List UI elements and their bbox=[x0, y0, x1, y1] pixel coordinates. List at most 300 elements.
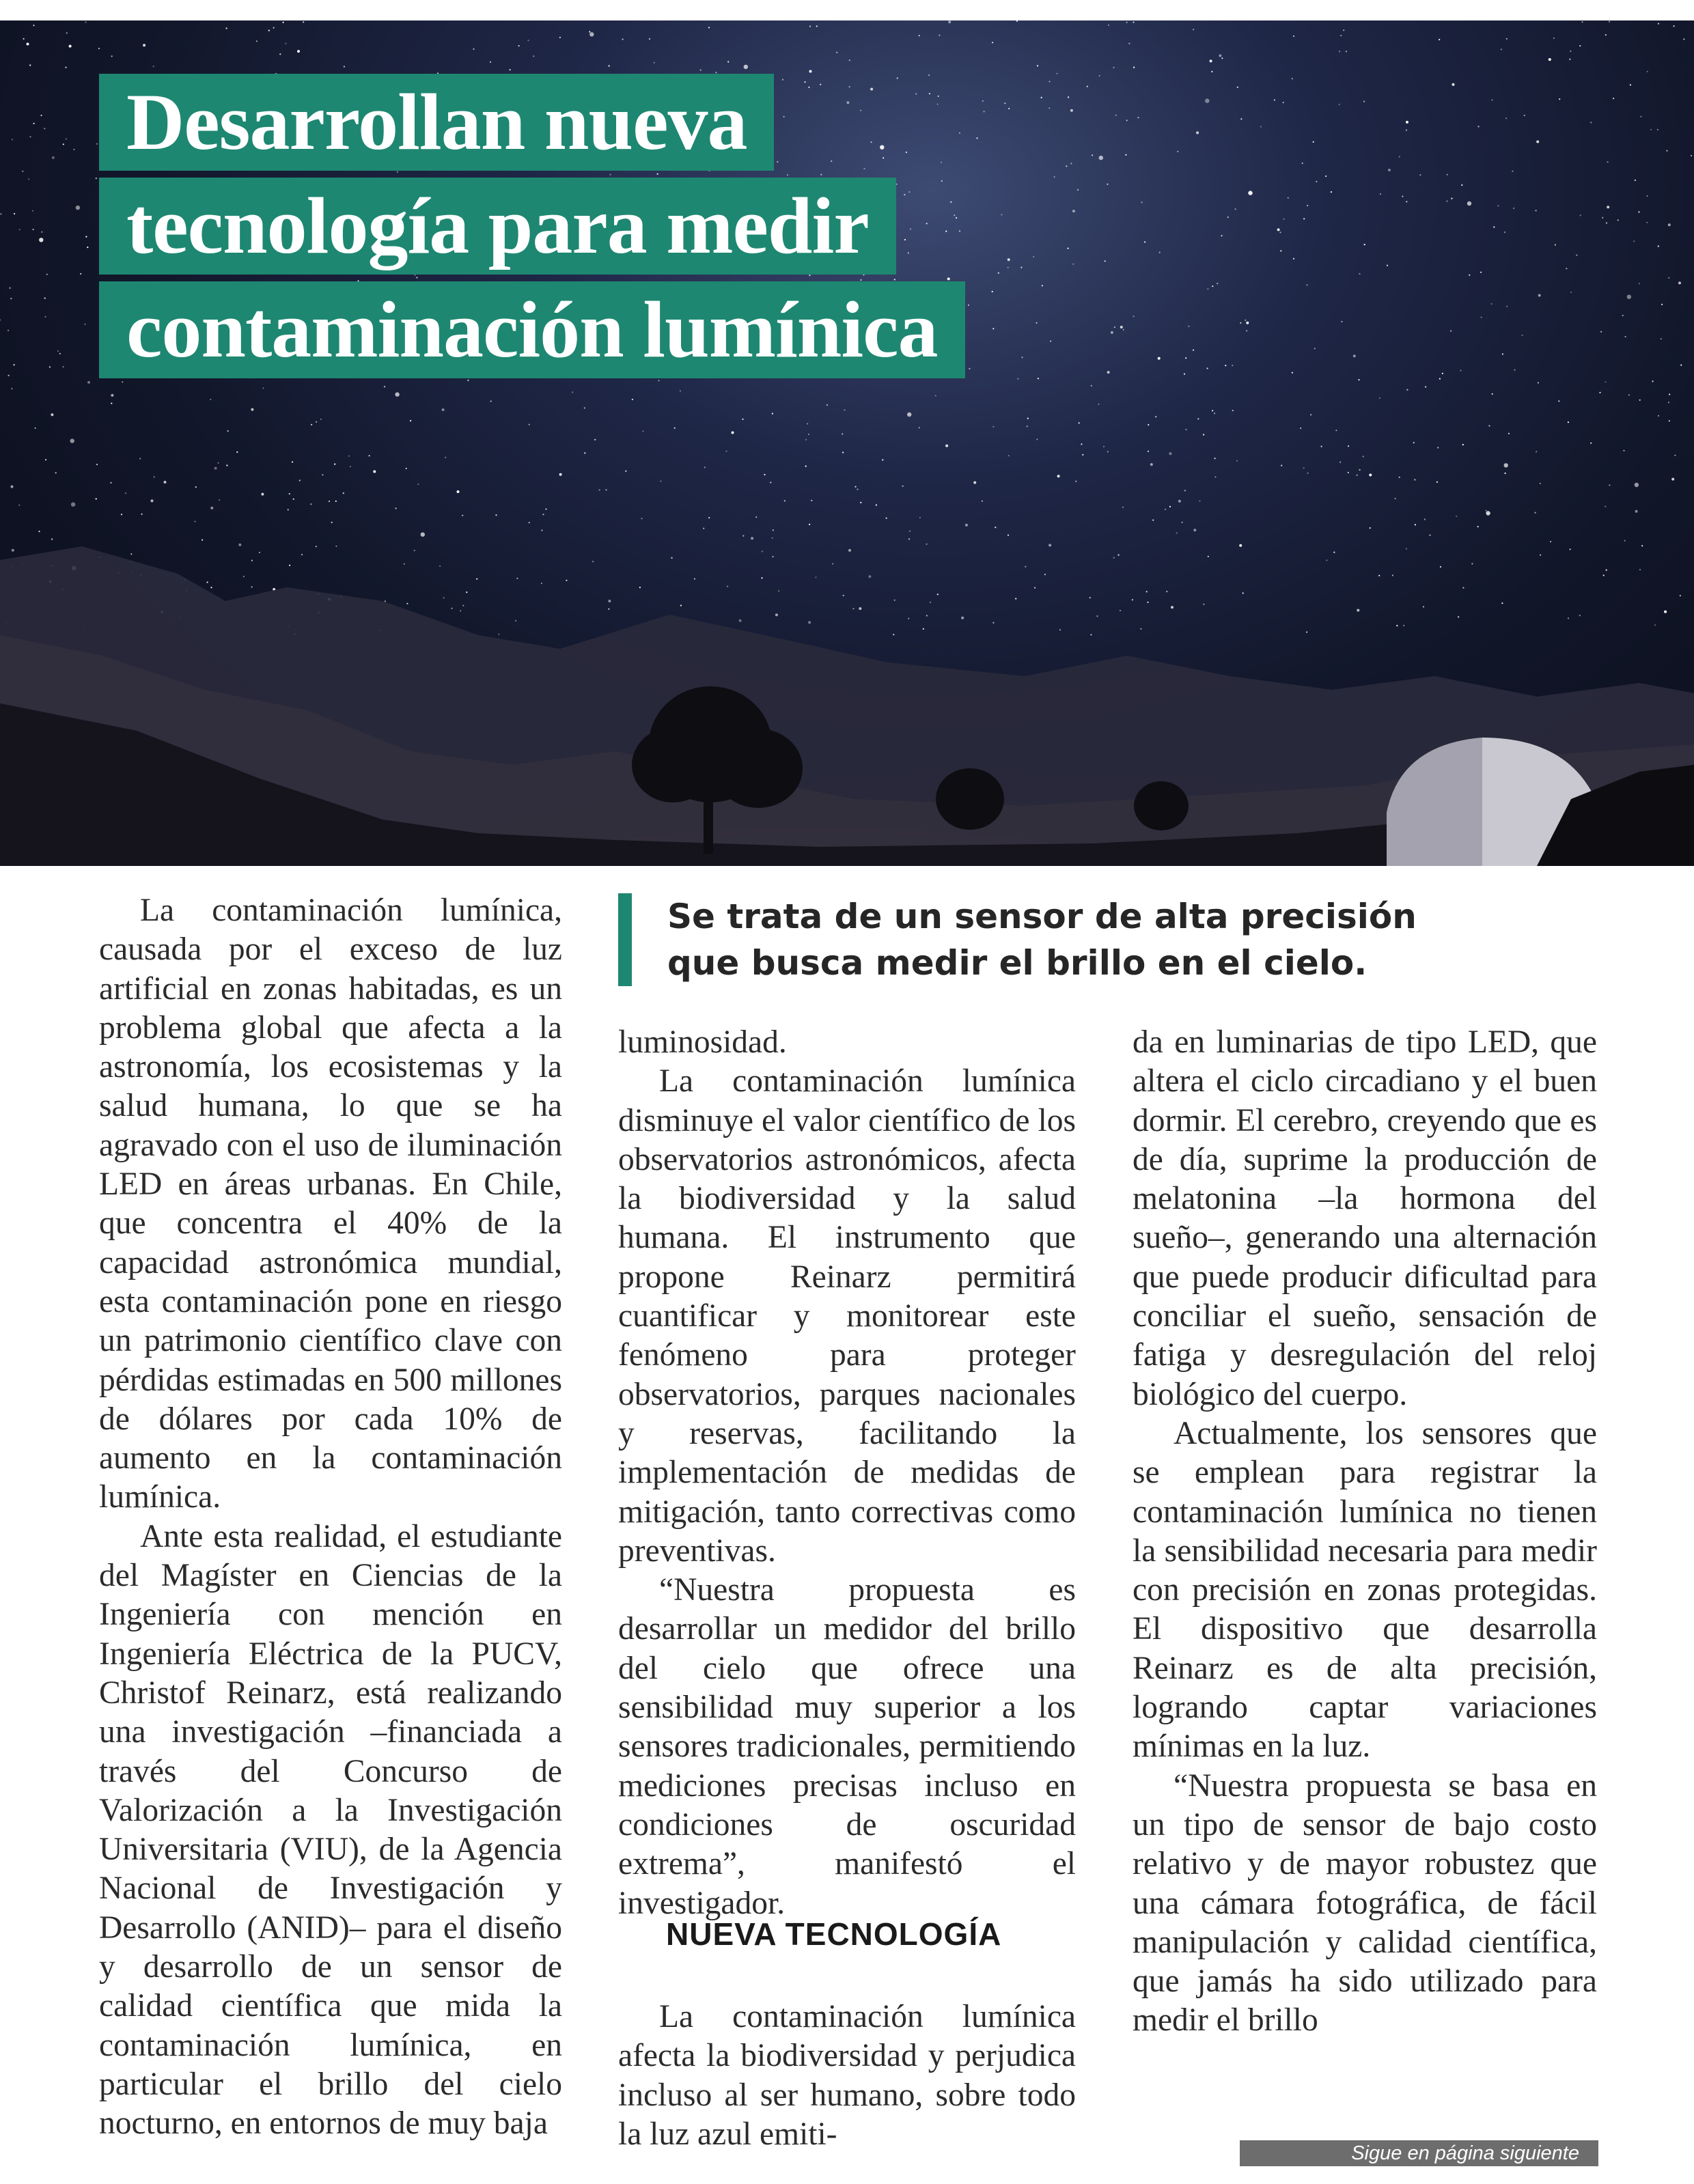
star bbox=[1359, 273, 1360, 275]
star bbox=[809, 524, 810, 525]
star bbox=[671, 557, 672, 559]
star bbox=[1469, 275, 1470, 276]
star bbox=[1033, 256, 1034, 257]
star bbox=[1184, 374, 1185, 375]
star bbox=[772, 537, 773, 539]
star bbox=[1380, 193, 1381, 195]
star bbox=[807, 423, 808, 424]
star bbox=[52, 156, 55, 159]
star bbox=[1654, 624, 1656, 626]
star bbox=[1613, 98, 1614, 99]
star bbox=[18, 505, 20, 506]
star bbox=[44, 128, 45, 129]
star bbox=[1664, 611, 1667, 613]
star bbox=[784, 500, 786, 501]
star bbox=[1535, 512, 1536, 514]
star bbox=[1017, 378, 1018, 380]
star bbox=[708, 27, 710, 28]
star bbox=[808, 434, 809, 435]
star bbox=[63, 143, 64, 145]
star bbox=[1232, 410, 1234, 411]
star bbox=[256, 40, 258, 42]
star bbox=[1279, 232, 1281, 233]
star bbox=[1650, 129, 1652, 130]
continue-next-page-link[interactable]: Sigue en página siguiente bbox=[1240, 2140, 1598, 2166]
star bbox=[857, 488, 858, 490]
star bbox=[622, 38, 624, 40]
star bbox=[882, 459, 883, 460]
star bbox=[1506, 306, 1508, 307]
star bbox=[350, 466, 351, 467]
star bbox=[809, 70, 812, 73]
star bbox=[1169, 506, 1171, 507]
star bbox=[1339, 462, 1341, 463]
star bbox=[1623, 450, 1624, 451]
star bbox=[1402, 196, 1403, 197]
star bbox=[1658, 23, 1659, 25]
star bbox=[998, 272, 999, 274]
star bbox=[96, 498, 97, 499]
star bbox=[816, 25, 818, 27]
star bbox=[1419, 174, 1421, 176]
star bbox=[609, 65, 610, 66]
star bbox=[832, 563, 833, 565]
star bbox=[992, 42, 993, 43]
star bbox=[164, 481, 167, 484]
star bbox=[38, 531, 40, 532]
star bbox=[1387, 265, 1388, 266]
star bbox=[1103, 446, 1105, 447]
star bbox=[210, 507, 213, 509]
star bbox=[1477, 526, 1479, 527]
star bbox=[772, 413, 773, 415]
star bbox=[1576, 255, 1577, 256]
star bbox=[71, 503, 75, 507]
star bbox=[1481, 317, 1482, 318]
star bbox=[1044, 574, 1046, 575]
star bbox=[10, 298, 12, 299]
star bbox=[1214, 458, 1216, 459]
star bbox=[1633, 240, 1635, 242]
star bbox=[1363, 101, 1365, 102]
star bbox=[76, 206, 80, 210]
star bbox=[1658, 415, 1659, 417]
star bbox=[641, 518, 642, 519]
star bbox=[1292, 372, 1293, 374]
star bbox=[1439, 378, 1441, 380]
star bbox=[219, 499, 220, 501]
star bbox=[805, 466, 807, 467]
star bbox=[57, 350, 59, 352]
star bbox=[384, 386, 385, 387]
star bbox=[1056, 73, 1057, 74]
star bbox=[288, 509, 289, 510]
star bbox=[566, 580, 567, 581]
star bbox=[111, 55, 113, 57]
star bbox=[1188, 326, 1189, 327]
star bbox=[1165, 509, 1166, 510]
star bbox=[1486, 510, 1487, 512]
star bbox=[1025, 566, 1026, 568]
star bbox=[495, 514, 497, 516]
star bbox=[1235, 208, 1236, 210]
star bbox=[674, 428, 676, 429]
star bbox=[533, 55, 534, 57]
star bbox=[301, 554, 303, 555]
star bbox=[886, 518, 887, 519]
star bbox=[417, 484, 419, 485]
star bbox=[12, 139, 13, 140]
headline bbox=[99, 74, 965, 385]
star bbox=[1246, 322, 1249, 324]
star bbox=[1353, 354, 1356, 357]
star bbox=[1182, 522, 1183, 523]
star bbox=[1123, 329, 1124, 331]
star bbox=[331, 522, 333, 523]
star bbox=[1077, 189, 1079, 191]
star bbox=[842, 451, 844, 453]
star bbox=[1488, 425, 1490, 426]
star bbox=[343, 492, 344, 494]
star bbox=[310, 503, 311, 505]
star bbox=[529, 424, 530, 425]
star bbox=[238, 544, 241, 546]
star bbox=[592, 561, 594, 562]
star bbox=[87, 247, 88, 248]
star bbox=[919, 35, 920, 36]
star bbox=[311, 424, 312, 425]
star bbox=[755, 516, 757, 518]
column-3 bbox=[1133, 1023, 1597, 2041]
star bbox=[1480, 272, 1482, 273]
star bbox=[1041, 97, 1042, 98]
section-subhead: NUEVA TECNOLOGÍA bbox=[666, 1916, 1002, 1952]
star bbox=[442, 408, 445, 411]
star bbox=[660, 481, 661, 482]
paragraph: da en luminarias de tipo LED, que altera el ciclo circadiano y el buen dormir. El cerebro, creyendo que es de día, suprime la producción de melatonina –la hormona del sueño–, generando una alternación que puede producir dificultad para conciliar el sueño, sensación de fatiga y desregulación del reloj biológico del cuerpo. bbox=[1133, 1024, 1597, 1412]
star bbox=[1501, 48, 1502, 50]
star bbox=[680, 390, 681, 391]
star bbox=[1429, 535, 1430, 536]
star bbox=[1456, 516, 1457, 517]
star bbox=[410, 420, 411, 421]
star bbox=[1569, 59, 1570, 60]
star bbox=[1281, 465, 1282, 466]
star bbox=[939, 35, 940, 36]
paragraph: La contaminación lumínica afecta la biodiversidad y perjudica incluso al ser humano, sobre todo la luz azul emiti- bbox=[618, 1999, 1076, 2152]
star bbox=[965, 524, 968, 527]
star bbox=[1339, 51, 1340, 52]
star bbox=[490, 400, 492, 402]
star bbox=[1606, 570, 1607, 571]
star bbox=[462, 515, 463, 516]
star bbox=[1246, 330, 1247, 331]
star bbox=[764, 474, 765, 475]
star bbox=[1555, 244, 1556, 245]
star bbox=[1108, 25, 1109, 26]
star bbox=[1050, 341, 1051, 342]
star bbox=[85, 324, 86, 325]
star bbox=[1248, 191, 1252, 195]
star bbox=[1082, 454, 1083, 456]
star bbox=[1016, 20, 1018, 22]
star bbox=[395, 392, 399, 396]
star bbox=[1646, 195, 1648, 197]
star bbox=[1314, 348, 1316, 349]
star bbox=[130, 553, 132, 555]
star bbox=[1568, 421, 1569, 423]
star bbox=[1148, 424, 1149, 425]
star bbox=[572, 391, 573, 393]
star bbox=[73, 149, 74, 150]
star bbox=[59, 353, 61, 354]
star bbox=[642, 430, 643, 432]
star bbox=[55, 472, 57, 473]
star bbox=[811, 500, 812, 501]
star bbox=[1240, 118, 1242, 120]
star bbox=[527, 40, 529, 41]
star bbox=[1001, 214, 1002, 215]
star bbox=[1199, 501, 1200, 502]
star bbox=[1581, 21, 1583, 23]
star bbox=[860, 502, 861, 503]
star bbox=[1122, 507, 1124, 508]
star bbox=[1540, 555, 1541, 556]
star bbox=[1550, 541, 1551, 542]
star bbox=[1553, 38, 1555, 39]
star bbox=[1036, 322, 1037, 324]
star bbox=[1214, 476, 1216, 477]
star bbox=[849, 59, 850, 61]
star bbox=[1452, 83, 1455, 86]
star bbox=[111, 403, 112, 404]
star bbox=[69, 45, 72, 48]
star bbox=[935, 395, 936, 396]
star bbox=[827, 404, 828, 406]
star bbox=[1236, 460, 1238, 462]
star bbox=[559, 37, 561, 38]
star bbox=[1524, 115, 1525, 116]
star bbox=[1536, 210, 1537, 211]
star bbox=[1491, 303, 1492, 305]
star bbox=[1346, 51, 1347, 52]
column-2 bbox=[618, 1023, 1076, 1923]
star bbox=[8, 330, 9, 331]
star bbox=[39, 238, 43, 242]
star bbox=[1128, 43, 1130, 44]
star bbox=[594, 439, 596, 440]
star bbox=[1501, 602, 1503, 604]
star bbox=[992, 426, 994, 428]
star bbox=[1638, 211, 1639, 212]
star bbox=[1442, 373, 1443, 374]
star bbox=[584, 407, 585, 408]
star bbox=[1008, 535, 1009, 536]
star bbox=[457, 490, 460, 493]
star bbox=[1395, 498, 1396, 499]
star bbox=[1099, 75, 1100, 76]
star bbox=[1691, 155, 1692, 156]
star bbox=[703, 528, 704, 529]
star bbox=[1579, 615, 1581, 616]
star bbox=[1333, 552, 1335, 553]
star bbox=[1570, 51, 1571, 52]
star bbox=[1133, 67, 1135, 68]
star bbox=[1107, 371, 1110, 374]
star bbox=[210, 399, 211, 400]
star bbox=[1600, 331, 1602, 333]
star bbox=[1114, 326, 1115, 328]
star bbox=[1155, 416, 1156, 417]
star bbox=[414, 550, 415, 551]
star bbox=[1038, 378, 1039, 379]
star bbox=[98, 48, 100, 49]
star bbox=[770, 481, 771, 483]
star bbox=[1280, 250, 1281, 251]
star bbox=[1461, 184, 1462, 186]
star bbox=[1237, 87, 1238, 88]
star bbox=[1125, 154, 1126, 156]
star bbox=[0, 213, 1, 214]
star bbox=[1027, 425, 1028, 427]
star bbox=[1325, 176, 1327, 177]
star bbox=[1185, 429, 1186, 430]
star bbox=[1274, 99, 1275, 100]
star bbox=[1369, 474, 1372, 477]
star bbox=[1413, 442, 1415, 443]
star bbox=[1098, 404, 1099, 405]
headline-line-2: tecnología para medir bbox=[99, 178, 896, 275]
star bbox=[1113, 67, 1114, 68]
star bbox=[297, 50, 300, 53]
star bbox=[605, 489, 607, 490]
star bbox=[1193, 29, 1194, 30]
star bbox=[1630, 84, 1631, 85]
star bbox=[445, 457, 446, 458]
star bbox=[65, 67, 66, 68]
star bbox=[1239, 544, 1242, 547]
star bbox=[976, 137, 977, 139]
star bbox=[1399, 156, 1400, 157]
star bbox=[1070, 109, 1073, 112]
star bbox=[1113, 557, 1115, 559]
star bbox=[273, 27, 275, 29]
star bbox=[1478, 126, 1480, 127]
star bbox=[1105, 260, 1106, 262]
star bbox=[66, 138, 67, 139]
paragraph: “Nuestra propuesta es desarrollar un medidor del brillo del cielo que ofrece una sensibilidad muy superior a los sensores tradicionales, permitiendo mediciones precisas incluso en condiciones de oscuridad extrema”, manifestó el investigador. bbox=[618, 1572, 1076, 1921]
star bbox=[1460, 370, 1461, 372]
star bbox=[1021, 356, 1023, 358]
hero-photo bbox=[0, 20, 1694, 866]
star bbox=[1668, 277, 1669, 279]
star bbox=[1177, 151, 1178, 152]
star bbox=[1549, 58, 1551, 61]
star bbox=[1144, 241, 1145, 242]
star bbox=[632, 399, 633, 400]
star bbox=[1210, 59, 1212, 62]
star bbox=[335, 546, 337, 547]
star bbox=[1214, 412, 1215, 414]
star bbox=[876, 504, 877, 505]
star bbox=[1118, 555, 1120, 556]
star bbox=[279, 53, 281, 55]
star bbox=[599, 489, 600, 490]
star bbox=[194, 521, 195, 522]
star bbox=[490, 61, 491, 63]
star bbox=[243, 576, 245, 577]
star bbox=[1671, 478, 1674, 481]
star bbox=[1137, 117, 1139, 118]
star bbox=[1513, 208, 1514, 209]
star bbox=[1072, 210, 1075, 212]
star bbox=[96, 143, 98, 145]
star bbox=[1208, 556, 1209, 557]
star bbox=[1260, 126, 1262, 127]
star bbox=[1057, 475, 1060, 477]
star bbox=[1027, 418, 1029, 419]
star bbox=[1512, 171, 1513, 172]
star bbox=[1079, 422, 1080, 423]
star bbox=[1364, 244, 1365, 245]
star bbox=[700, 70, 702, 71]
star bbox=[848, 549, 851, 552]
star bbox=[1425, 386, 1426, 387]
paragraph: Actualmente, los sensores que se emplean para registrar la contaminación lumínica no tienen la sensibilidad necesaria para medir con precisión en zonas protegidas. El dispositivo que desarrolla Reinarz es de alta precisión, logrando captar variaciones mínimas en la luz. bbox=[1133, 1415, 1597, 1765]
star bbox=[1640, 116, 1641, 117]
star bbox=[139, 458, 141, 459]
star bbox=[210, 587, 212, 588]
star bbox=[1570, 292, 1572, 293]
star bbox=[1343, 29, 1344, 31]
star bbox=[1359, 469, 1361, 471]
star bbox=[195, 486, 197, 488]
star bbox=[8, 375, 10, 376]
star bbox=[1283, 219, 1285, 220]
star bbox=[1628, 394, 1630, 395]
star bbox=[1066, 165, 1067, 167]
star bbox=[995, 527, 996, 528]
star bbox=[742, 535, 744, 537]
star bbox=[1462, 587, 1464, 589]
star bbox=[919, 517, 921, 518]
star bbox=[1169, 452, 1172, 455]
star bbox=[1406, 129, 1407, 130]
star bbox=[1669, 393, 1670, 395]
star bbox=[289, 565, 290, 566]
star bbox=[1607, 161, 1609, 163]
star bbox=[1283, 102, 1284, 103]
star bbox=[110, 482, 111, 484]
star bbox=[1450, 331, 1452, 332]
star bbox=[1559, 98, 1560, 100]
star bbox=[1300, 428, 1301, 429]
star bbox=[44, 316, 46, 318]
star bbox=[373, 471, 376, 473]
star bbox=[1120, 326, 1123, 328]
star bbox=[1558, 400, 1559, 402]
star bbox=[1625, 336, 1626, 337]
lead-pullquote: Se trata de un sensor de alta precisión que busca medir el brillo en el cielo. bbox=[618, 893, 1487, 986]
star bbox=[251, 408, 253, 411]
star bbox=[236, 451, 238, 453]
star bbox=[1219, 55, 1221, 57]
star bbox=[909, 531, 911, 532]
star bbox=[1602, 217, 1603, 219]
star bbox=[9, 288, 10, 289]
star bbox=[1580, 214, 1581, 216]
star bbox=[1240, 322, 1241, 324]
